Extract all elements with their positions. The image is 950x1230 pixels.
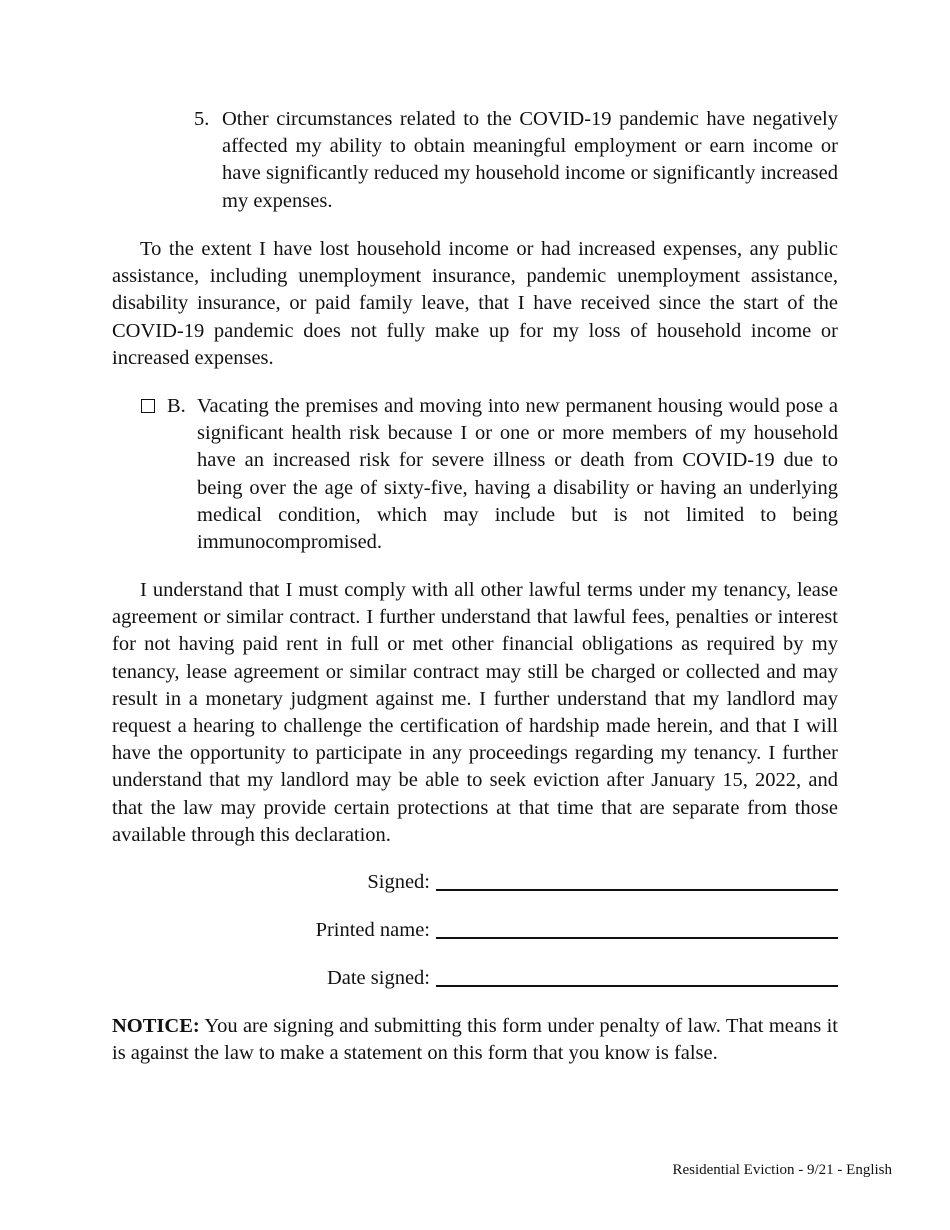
option-b-checkbox[interactable] [141, 399, 155, 413]
option-b-letter: B. [167, 395, 186, 417]
option-b-text: Vacating the premises and moving into new permanent housing would pose a significant health risk because I or one or more members of my household have an increased risk for severe illness or death from COVID-19 due to being over the age of sixty-five, having a disability or having an underlying medical condition, which may include but is not limited to being immunocompromised. [197, 395, 838, 554]
page-footer: Residential Eviction - 9/21 - English [672, 1162, 892, 1178]
list-item-5 [194, 106, 838, 215]
signed-field[interactable] [436, 867, 838, 891]
notice-paragraph [112, 1013, 838, 1067]
date-signed-field[interactable] [436, 963, 838, 987]
list-item-number: 5. [194, 108, 210, 130]
understanding-paragraph: I understand that I must comply with all other lawful terms under my tenancy, lease agreement or similar contract. I further understand that lawful fees, penalties or interest for not having paid rent in full or met other financial obligations as required by my tenancy, lease agreement or similar contract may still be charged or collected and may result in a monetary judgment against me. I further understand that my landlord may request a hearing to challenge the certification of hardship made herein, and that I will have the opportunity to participate in any proceedings regarding my tenancy. I further understand that my landlord may be able to seek eviction after January 15, 2022, and that the law may provide certain protections at that time that are separate from those available through this declaration. [112, 579, 838, 846]
assistance-paragraph: To the extent I have lost household income or had increased expenses, any public assistance, including unemployment insurance, pandemic unemployment assistance, disability insurance, or paid family leave, that I have received since the start of the COVID-19 pandemic does not fully make up for my loss of household income or increased expenses. [112, 238, 838, 369]
notice-text: You are signing and submitting this form under penalty of law. That means it is against the law to make a statement on this form that you know is false. [112, 1015, 838, 1065]
signed-row [112, 866, 838, 896]
option-b [140, 393, 838, 556]
list-item-text: Other circumstances related to the COVID-19 pandemic have negatively affected my ability to obtain meaningful employment or earn income or have significantly reduced my household income or significantly increased my expenses. [222, 108, 838, 212]
date-signed-label: Date signed: [326, 967, 430, 989]
printed-name-label: Printed name: [315, 919, 430, 941]
date-signed-row [112, 962, 838, 992]
printed-name-row [112, 914, 838, 944]
signed-label: Signed: [367, 871, 430, 893]
printed-name-field[interactable] [436, 915, 838, 939]
notice-label: NOTICE: [112, 1015, 200, 1037]
